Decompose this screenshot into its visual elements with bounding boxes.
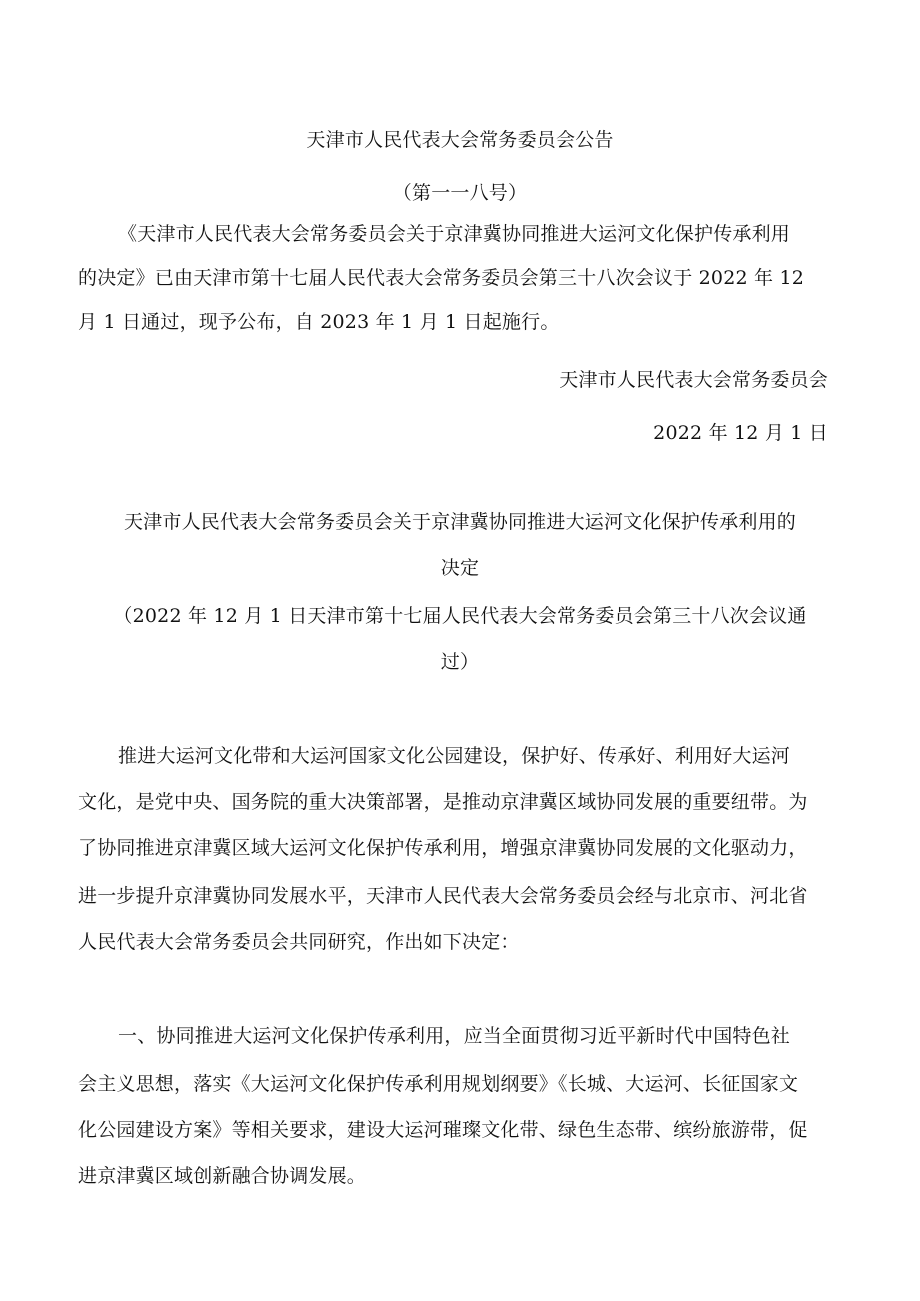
decision-adoption-line: （2022 年 12 月 1 日天津市第十七届人民代表大会常务委员会第三十八次会议通 <box>113 605 807 627</box>
preamble-line: 推进大运河文化带和大运河国家文化公园建设，保护好、传承好、利用好大运河 <box>118 745 791 767</box>
article-one-line: 会主义思想，落实《大运河文化保护传承利用规划纲要》《长城、大运河、长征国家文 <box>78 1073 799 1095</box>
announcement-body-line: 的决定》已由天津市第十七届人民代表大会常务委员会第三十八次会议于 2022 年 12 <box>78 267 805 289</box>
preamble-line: 了协同推进京津冀区域大运河文化保护传承利用，增强京津冀协同发展的文化驱动力， <box>78 837 808 859</box>
announcement-body-line: 月 1 日通过，现予公布，自 2023 年 1 月 1 日起施行。 <box>78 311 560 333</box>
article-one-line: 化公园建设方案》等相关要求，建设大运河璀璨文化带、绿色生态带、缤纷旅游带，促 <box>78 1119 808 1141</box>
decision-title-line: 决定 <box>440 557 480 579</box>
article-one-line: 一、协同推进大运河文化保护传承利用，应当全面贯彻习近平新时代中国特色社 <box>118 1025 791 1047</box>
announcement-number: （第一一八号） <box>392 182 528 204</box>
decision-adoption-line: 过） <box>440 651 480 673</box>
decision-title-line: 天津市人民代表大会常务委员会关于京津冀协同推进大运河文化保护传承利用的 <box>123 511 796 533</box>
announcement-title: 天津市人民代表大会常务委员会公告 <box>306 129 614 151</box>
preamble-line: 人民代表大会常务委员会共同研究，作出如下决定： <box>78 931 520 953</box>
article-one-line: 进京津冀区域创新融合协调发展。 <box>78 1165 367 1187</box>
announcement-body-line: 《天津市人民代表大会常务委员会关于京津冀协同推进大运河文化保护传承利用 <box>118 223 791 245</box>
announcement-signature: 天津市人民代表大会常务委员会 <box>559 369 828 391</box>
announcement-date: 2022 年 12 月 1 日 <box>653 422 828 444</box>
preamble-line: 文化，是党中央、国务院的重大决策部署，是推动京津冀区域协同发展的重要纽带。为 <box>78 791 808 813</box>
preamble-line: 进一步提升京津冀协同发展水平，天津市人民代表大会常务委员会经与北京市、河北省 <box>78 885 808 907</box>
